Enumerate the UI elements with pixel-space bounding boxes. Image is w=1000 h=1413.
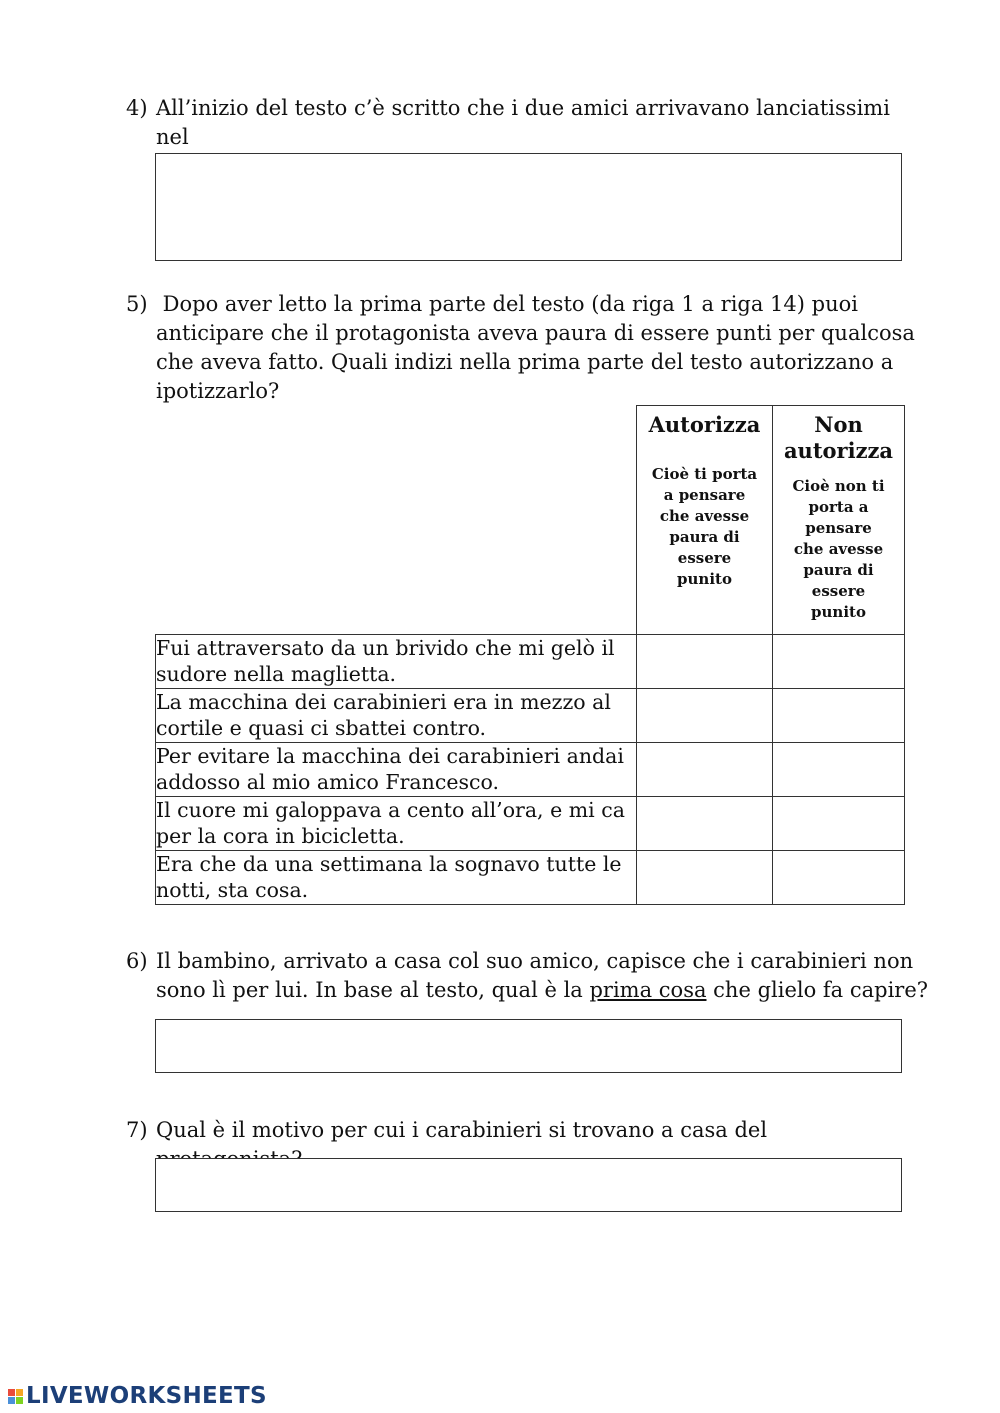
question-text-line: ipotizzarlo? [156,379,280,403]
clue-table [155,405,905,905]
non-autorizza-cell[interactable] [773,689,905,743]
autorizza-cell[interactable] [637,851,773,905]
header-subtitle: Cioè ti porta a pensare che avesse paura di essere punito [651,465,758,588]
statement-cell: La macchina dei carabinieri era in mezzo al cortile e quasi ci sbattei contro. [156,689,637,743]
table-row [156,743,905,797]
question-text-line: Il bambino, arrivato a casa col suo amico, capisce che i carabinieri non [156,949,914,973]
question-text-line: All’inizio del testo c’è scritto che i due amici arrivavano lanciatissimi nel [156,96,890,149]
table-row [156,689,905,743]
statement-cell: Fui attraversato da un brivido che mi gelò il sudore nella maglietta. [156,635,637,689]
autorizza-cell[interactable] [637,689,773,743]
logo-square [16,1397,23,1404]
question-number: 5) [126,292,148,316]
question-text-line: sono lì per lui. In base al testo, qual è la prima cosa che glielo fa capire? [156,978,929,1002]
header-non-autorizza [773,406,905,635]
header-title: Autorizza [648,412,761,437]
autorizza-cell[interactable] [637,797,773,851]
logo-text: LIVEWORKSHEETS [26,1383,267,1409]
question-text: Qual è il motivo per cui i carabinieri si trovano a casa del [156,1118,768,1142]
non-autorizza-cell[interactable] [773,635,905,689]
non-autorizza-cell[interactable] [773,797,905,851]
question-number: 4) [126,96,148,120]
answer-box-q4[interactable] [155,153,902,261]
table-row [156,851,905,905]
header-autorizza [637,406,773,635]
table-row [156,797,905,851]
table-row [156,635,905,689]
answer-box-q6[interactable] [155,1019,902,1073]
logo-grid-icon [8,1389,23,1404]
table-corner [156,406,637,635]
logo-square [8,1389,15,1396]
liveworksheets-logo[interactable] [8,1381,267,1411]
non-autorizza-cell[interactable] [773,743,905,797]
question-number: 7) [126,1118,148,1142]
question-5 [126,290,916,406]
question-text-line: che aveva fatto. Quali indizi nella prima parte del testo autorizzano a [156,350,894,374]
underlined-phrase: prima cosa [589,978,707,1002]
question-6 [126,947,929,1005]
autorizza-cell[interactable] [637,635,773,689]
question-number: 6) [126,949,148,973]
question-text [156,290,916,406]
header-subtitle: Cioè non ti porta a pensare che avesse paura di essere punito [792,477,885,621]
non-autorizza-cell[interactable] [773,851,905,905]
statement-cell: Era che da una settimana la sognavo tutte le notti, sta cosa. [156,851,637,905]
header-title: Non autorizza [783,412,894,463]
statement-cell: Per evitare la macchina dei carabinieri andai addosso al mio amico Francesco. [156,743,637,797]
logo-square [8,1397,15,1404]
answer-box-q7[interactable] [155,1158,902,1212]
question-text-line: Dopo aver letto la prima parte del testo (da riga 1 a riga 14) puoi [156,292,858,316]
autorizza-cell[interactable] [637,743,773,797]
statement-cell: Il cuore mi galoppava a cento all’ora, e mi ca per la cora in bicicletta. [156,797,637,851]
question-text [156,947,929,1005]
logo-square [16,1389,23,1396]
question-text-line: anticipare che il protagonista aveva paura di essere punti per qualcosa [156,321,915,345]
